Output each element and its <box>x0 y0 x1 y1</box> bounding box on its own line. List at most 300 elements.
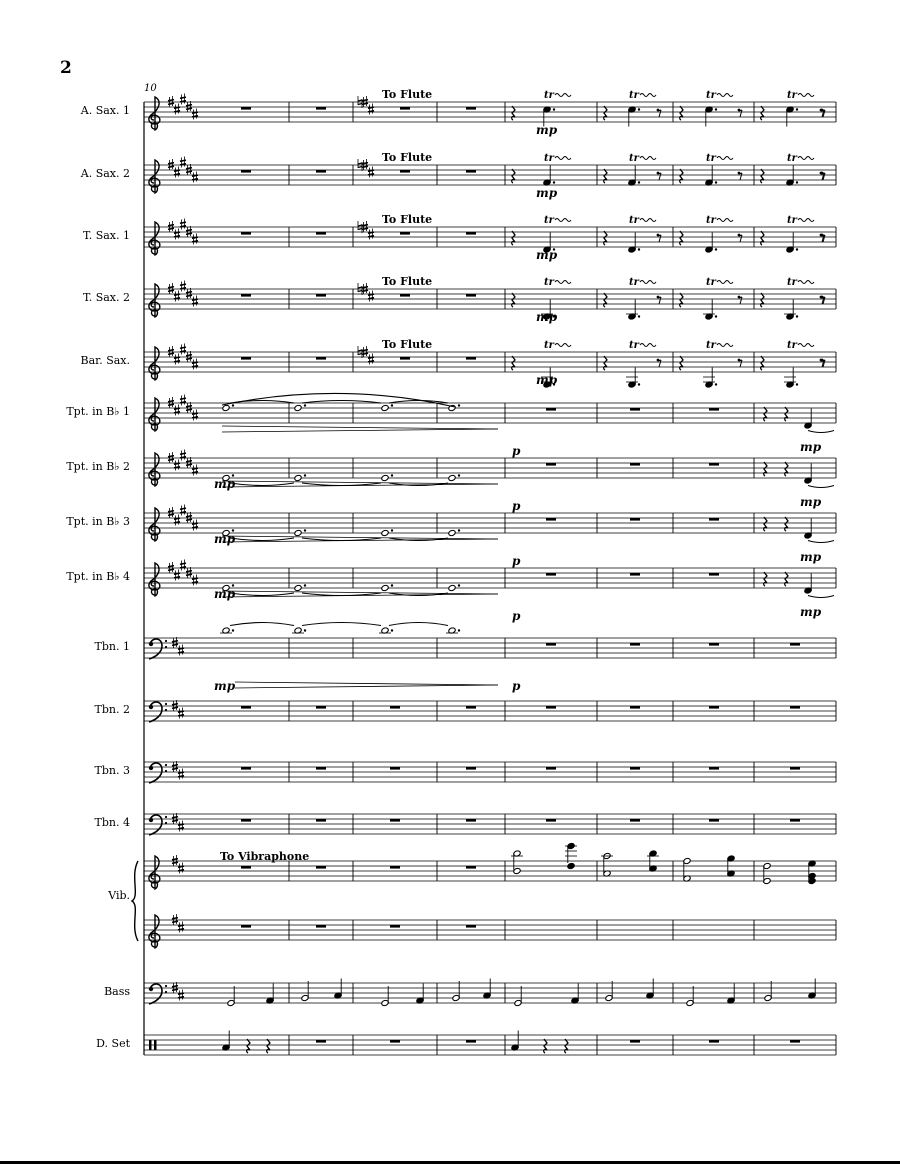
dot <box>391 529 393 531</box>
staff-tsax1 <box>144 227 836 247</box>
whole-rest <box>466 1040 476 1043</box>
notehead <box>381 404 389 411</box>
dot <box>304 529 306 531</box>
sharp-stroke <box>362 103 368 104</box>
direction-to-flute: To Flute <box>382 151 433 164</box>
quarter-rest <box>785 572 788 586</box>
dotted-quarter-note <box>786 106 798 127</box>
natural-stroke <box>358 225 362 226</box>
sharp-stroke <box>180 222 186 223</box>
sharp-sign <box>368 354 374 365</box>
whole-rest <box>241 232 251 235</box>
sharp-sign <box>180 219 186 230</box>
quarter-rest <box>267 1039 270 1053</box>
half-note <box>683 857 691 878</box>
quarter-rest <box>764 572 767 586</box>
direction-to-flute: To Flute <box>382 88 433 101</box>
tie <box>808 431 834 433</box>
dotted-quarter-note <box>626 300 640 321</box>
sharp-sign <box>168 397 174 408</box>
sharp-stroke <box>172 768 178 769</box>
dot <box>304 584 306 586</box>
dotted-quarter-note <box>784 368 798 389</box>
sharp-sign <box>186 457 192 468</box>
sharp-stroke <box>362 353 368 354</box>
sharp-sign <box>168 562 174 573</box>
whole-rest <box>390 767 400 770</box>
instrument-label-asax1: A. Sax. 1 <box>80 104 130 117</box>
trill-mark: tr <box>544 153 554 164</box>
quarter-note <box>804 464 812 485</box>
quarter-rest <box>512 106 515 120</box>
trill-wave <box>717 157 733 160</box>
quarter-note <box>565 842 577 863</box>
whole-rest <box>466 706 476 709</box>
staff-asax1 <box>144 102 836 122</box>
sharp-stroke <box>180 508 186 509</box>
sharp-sign <box>362 221 368 232</box>
tie <box>389 623 448 626</box>
tie <box>302 623 381 626</box>
whole-rest <box>390 706 400 709</box>
sharp-sign <box>178 922 184 933</box>
trill-wave <box>555 344 571 347</box>
sharp-stroke <box>180 563 186 564</box>
measure-number: 10 <box>144 83 157 94</box>
quarter-rest <box>764 517 767 531</box>
dot <box>796 315 798 317</box>
sharp-sign <box>178 821 184 832</box>
dotted-half-note <box>292 627 306 634</box>
sharp-stroke <box>362 290 368 291</box>
dynamic-p: p <box>512 679 521 693</box>
sharp-stroke <box>172 921 178 922</box>
whole-rest <box>400 357 410 360</box>
sharp-stroke <box>172 707 178 708</box>
quarter-rest <box>512 293 515 307</box>
quarter-note <box>804 409 812 430</box>
whole-rest <box>790 706 800 709</box>
sharp-stroke <box>362 163 368 164</box>
sharp-sign <box>368 167 374 178</box>
sharp-sign <box>174 229 180 240</box>
sharp-sign <box>174 570 180 581</box>
trill-mark: tr <box>544 277 554 288</box>
instrument-label-dset: D. Set <box>96 1037 130 1050</box>
whole-rest <box>316 357 326 360</box>
whole-rest <box>546 819 556 822</box>
whole-rest <box>630 573 640 576</box>
whole-rest <box>241 706 251 709</box>
whole-rest <box>709 463 719 466</box>
whole-rest <box>630 463 640 466</box>
dotted-half-note <box>379 627 393 634</box>
sharp-stroke <box>186 108 192 109</box>
half-note <box>452 981 460 1002</box>
sharp-sign <box>180 505 186 516</box>
trill-mark: tr <box>787 90 797 101</box>
sharp-stroke <box>186 168 192 169</box>
trill-wave <box>717 281 733 284</box>
dynamic-mp: mp <box>214 679 236 693</box>
notehead <box>222 404 230 411</box>
instrument-label-tpt2: Tpt. in B♭ 2 <box>66 460 130 473</box>
dot <box>638 248 640 250</box>
dynamic-mp: mp <box>800 605 822 619</box>
whole-rest <box>630 706 640 709</box>
dot <box>458 584 460 586</box>
natural-stroke <box>358 167 362 168</box>
eighth-rest <box>738 359 742 367</box>
sharp-sign <box>186 351 192 362</box>
sharp-sign <box>174 405 180 416</box>
eighth-rest <box>738 172 742 180</box>
sharp-stroke <box>186 464 192 465</box>
sharp-sign <box>168 452 174 463</box>
whole-rest <box>400 170 410 173</box>
instrument-label-tbn3: Tbn. 3 <box>94 764 130 777</box>
natural-stroke <box>358 163 362 164</box>
sharp-sign <box>168 507 174 518</box>
sharp-stroke <box>180 453 186 454</box>
whole-rest <box>400 294 410 297</box>
staff-tpt2 <box>144 458 836 478</box>
sharp-sign <box>180 395 186 406</box>
quarter-note <box>727 984 735 1005</box>
trill-mark: tr <box>706 215 716 226</box>
diminuendo-hairpin <box>235 682 498 685</box>
whole-rest <box>316 1040 326 1043</box>
sharp-stroke <box>186 171 192 172</box>
whole-rest <box>241 107 251 110</box>
sharp-stroke <box>168 163 174 164</box>
sharp-sign <box>362 346 368 357</box>
sharp-sign <box>192 520 198 531</box>
quarter-note <box>483 979 491 1000</box>
whole-rest <box>709 643 719 646</box>
sharp-stroke <box>186 230 192 231</box>
quarter-rest <box>680 169 683 183</box>
trill-wave <box>640 344 656 347</box>
sharp-stroke <box>186 409 192 410</box>
half-note <box>514 986 522 1007</box>
tie <box>808 541 834 543</box>
quarter-rest <box>680 106 683 120</box>
trill-wave <box>555 94 571 97</box>
quarter-rest <box>604 293 607 307</box>
quarter-rest <box>761 106 764 120</box>
page-number: 2 <box>60 58 72 78</box>
quarter-rest <box>785 407 788 421</box>
eighth-rest <box>657 359 661 367</box>
dotted-quarter-note <box>628 106 640 127</box>
dot <box>391 629 393 631</box>
dynamic-p: p <box>512 554 521 568</box>
dotted-quarter-note <box>705 233 717 254</box>
instrument-label-tpt1: Tpt. in B♭ 1 <box>66 405 130 418</box>
whole-rest <box>466 866 476 869</box>
whole-rest <box>316 232 326 235</box>
trill-wave <box>555 157 571 160</box>
trill-mark: tr <box>629 277 639 288</box>
grand-staff-brace <box>132 861 138 941</box>
sharp-stroke <box>186 292 192 293</box>
sharp-stroke <box>172 986 178 987</box>
half-note <box>686 986 694 1007</box>
dot <box>715 108 717 110</box>
whole-rest <box>316 819 326 822</box>
dynamic-mp: mp <box>214 477 236 491</box>
sharp-sign <box>186 164 192 175</box>
dot <box>796 181 798 183</box>
sharp-stroke <box>362 350 368 351</box>
sharp-stroke <box>362 225 368 226</box>
sharp-stroke <box>180 398 186 399</box>
quarter-rest <box>761 356 764 370</box>
sharp-stroke <box>186 574 192 575</box>
staff-asax2 <box>144 165 836 185</box>
sharp-stroke <box>172 765 178 766</box>
staff-tbn2 <box>144 701 836 721</box>
sharp-stroke <box>168 166 174 167</box>
trill-wave <box>717 94 733 97</box>
sharp-sign <box>180 281 186 292</box>
trill-mark: tr <box>544 340 554 351</box>
whole-rest <box>241 294 251 297</box>
whole-rest <box>316 294 326 297</box>
trill-mark: tr <box>629 153 639 164</box>
sharp-stroke <box>186 519 192 520</box>
bass-clef-dot <box>165 985 167 987</box>
quarter-rest <box>512 231 515 245</box>
staff-tpt1 <box>144 403 836 423</box>
quarter-rest <box>785 517 788 531</box>
whole-rest <box>390 819 400 822</box>
eighth-rest <box>657 234 661 242</box>
dotted-half-note <box>220 627 234 634</box>
dot <box>304 474 306 476</box>
instrument-label-tbn4: Tbn. 4 <box>94 816 130 829</box>
trill-wave <box>640 219 656 222</box>
percussion-clef-bar <box>154 1040 157 1050</box>
dynamic-p: p <box>512 444 521 458</box>
dot <box>796 248 798 250</box>
sharp-sign <box>180 560 186 571</box>
whole-rest <box>316 767 326 770</box>
sharp-stroke <box>186 358 192 359</box>
trill-wave <box>798 219 814 222</box>
whole-rest <box>241 925 251 928</box>
dynamic-mp: mp <box>536 373 558 387</box>
direction-to-flute: To Flute <box>382 213 433 226</box>
trill-wave <box>798 157 814 160</box>
whole-rest <box>316 925 326 928</box>
staff-tpt3 <box>144 513 836 533</box>
sharp-stroke <box>362 287 368 288</box>
whole-rest <box>466 294 476 297</box>
sharp-sign <box>174 167 180 178</box>
sharp-sign <box>168 159 174 170</box>
dynamic-mp: mp <box>800 440 822 454</box>
instrument-label-tsax1: T. Sax. 1 <box>82 229 130 242</box>
diminuendo-hairpin <box>235 685 498 688</box>
staff-tbn4 <box>144 814 836 834</box>
direction-to-vibraphone: To Vibraphone <box>220 850 310 863</box>
instrument-label-tpt3: Tpt. in B♭ 3 <box>66 515 130 528</box>
sharp-sign <box>186 567 192 578</box>
dotted-quarter-note <box>626 368 640 389</box>
quarter-rest <box>761 231 764 245</box>
notehead <box>294 529 302 536</box>
trill-wave <box>798 344 814 347</box>
whole-rest <box>546 767 556 770</box>
sharp-sign <box>180 94 186 105</box>
whole-rest <box>316 170 326 173</box>
dot <box>796 383 798 385</box>
sharp-sign <box>178 708 184 719</box>
dotted-quarter-note <box>784 300 798 321</box>
dynamic-mp: mp <box>536 248 558 262</box>
sharp-stroke <box>186 105 192 106</box>
sharp-sign <box>168 346 174 357</box>
sharp-sign <box>178 990 184 1001</box>
sharp-sign <box>192 234 198 245</box>
sharp-stroke <box>168 511 174 512</box>
bass-clef <box>149 984 167 1004</box>
sharp-sign <box>362 283 368 294</box>
sharp-stroke <box>362 100 368 101</box>
whole-rest <box>709 819 719 822</box>
sharp-stroke <box>186 406 192 407</box>
dot <box>458 629 460 631</box>
whole-rest <box>400 232 410 235</box>
bass-clef <box>149 639 167 659</box>
dot <box>715 181 717 183</box>
sharp-stroke <box>180 160 186 161</box>
staff-tsax2 <box>144 289 836 309</box>
eighth-rest <box>657 296 661 304</box>
sharp-stroke <box>362 166 368 167</box>
whole-rest <box>546 706 556 709</box>
dynamic-mp: mp <box>536 186 558 200</box>
quarter-rest <box>512 356 515 370</box>
sharp-sign <box>368 104 374 115</box>
diminuendo-hairpin <box>222 591 498 594</box>
sharp-sign <box>186 288 192 299</box>
trill-mark: tr <box>629 215 639 226</box>
whole-rest <box>546 463 556 466</box>
quarter-rest <box>544 1039 547 1053</box>
direction-to-flute: To Flute <box>382 338 433 351</box>
sharp-stroke <box>186 516 192 517</box>
tie <box>230 623 294 626</box>
trill-wave <box>555 281 571 284</box>
sharp-stroke <box>168 566 174 567</box>
whole-rest <box>630 518 640 521</box>
quarter-rest <box>604 356 607 370</box>
whole-rest <box>790 1040 800 1043</box>
dotted-quarter-note <box>543 166 555 187</box>
half-note <box>511 850 523 871</box>
direction-to-flute: To Flute <box>382 275 433 288</box>
trill-mark: tr <box>787 215 797 226</box>
quarter-note <box>804 574 812 595</box>
sharp-stroke <box>172 817 178 818</box>
bass-clef-dot <box>165 991 167 993</box>
whole-rest <box>709 767 719 770</box>
sharp-sign <box>174 291 180 302</box>
dot <box>553 108 555 110</box>
whole-rest <box>466 232 476 235</box>
sharp-sign <box>172 700 178 711</box>
quarter-rest <box>761 169 764 183</box>
eighth-rest <box>738 296 742 304</box>
dot <box>638 181 640 183</box>
sharp-sign <box>172 914 178 925</box>
dot <box>458 474 460 476</box>
sharp-sign <box>180 344 186 355</box>
whole-rest <box>709 1040 719 1043</box>
dotted-quarter-note <box>786 166 798 187</box>
sharp-stroke <box>172 859 178 860</box>
whole-rest <box>241 357 251 360</box>
dot <box>638 315 640 317</box>
sharp-sign <box>172 982 178 993</box>
whole-rest <box>546 408 556 411</box>
sharp-sign <box>172 637 178 648</box>
quarter-note <box>266 984 274 1005</box>
instrument-label-tbn2: Tbn. 2 <box>94 703 130 716</box>
sharp-stroke <box>168 100 174 101</box>
sharp-stroke <box>172 644 178 645</box>
trill-wave <box>717 219 733 222</box>
trill-mark: tr <box>629 90 639 101</box>
tie <box>230 538 294 541</box>
whole-rest <box>316 706 326 709</box>
quarter-rest <box>604 231 607 245</box>
trill-mark: tr <box>706 340 716 351</box>
eighth-rest <box>657 109 661 117</box>
dotted-quarter-note <box>703 368 717 389</box>
instrument-label-vib: Vib. <box>108 889 130 902</box>
half-note <box>601 852 613 873</box>
trill-wave <box>717 344 733 347</box>
staff-tbn1 <box>144 638 836 658</box>
whole-rest <box>546 518 556 521</box>
bass-clef-dot <box>165 703 167 705</box>
sharp-stroke <box>168 514 174 515</box>
staff-tbn3 <box>144 762 836 782</box>
dot <box>458 404 460 406</box>
whole-rest <box>630 408 640 411</box>
sharp-stroke <box>168 290 174 291</box>
dot <box>232 629 234 631</box>
whole-rest <box>546 643 556 646</box>
dotted-quarter-note <box>628 166 640 187</box>
sharp-sign <box>174 460 180 471</box>
quarter-note <box>808 979 816 1000</box>
diminuendo-hairpin <box>222 426 498 429</box>
eighth-rest <box>657 172 661 180</box>
quarter-note <box>222 1031 230 1052</box>
whole-rest <box>390 925 400 928</box>
sharp-stroke <box>168 459 174 460</box>
trill-mark: tr <box>544 215 554 226</box>
sharp-sign <box>174 354 180 365</box>
dot <box>715 248 717 250</box>
dot <box>391 404 393 406</box>
whole-rest <box>466 925 476 928</box>
